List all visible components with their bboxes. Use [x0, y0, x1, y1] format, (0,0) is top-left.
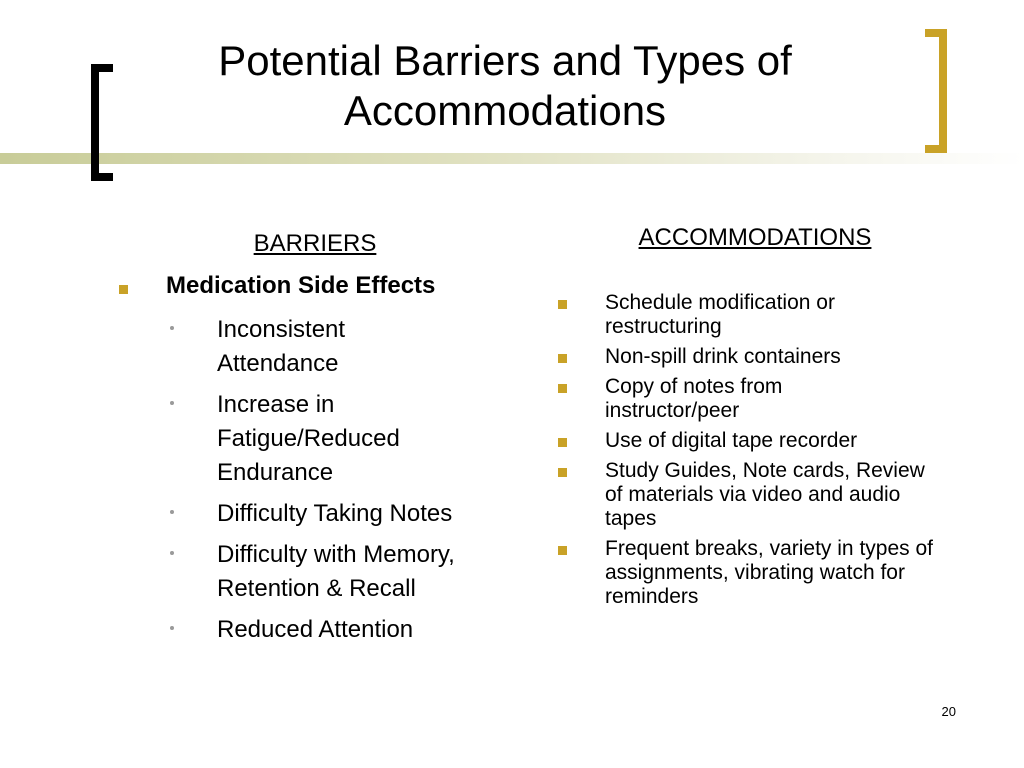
square-bullet-icon: [558, 546, 567, 555]
right-bracket-decoration: [925, 29, 947, 153]
dot-bullet-icon: [170, 326, 174, 330]
accommodation-item: Study Guides, Note cards, Review of materials via video and audio tapes: [553, 459, 945, 531]
barrier-sub-item: Increase in Fatigue/Reduced Endurance: [168, 388, 407, 490]
square-bullet-icon: [558, 468, 567, 477]
title-underline-bar: [0, 153, 1024, 164]
accommodation-item: Schedule modification or restructuring: [553, 291, 895, 339]
barrier-sub-item: Inconsistent Attendance: [168, 313, 387, 381]
accommodation-item: Copy of notes from instructor/peer: [553, 375, 835, 423]
square-bullet-icon: [558, 384, 567, 393]
accommodations-list: [553, 291, 953, 615]
square-bullet-icon: [119, 285, 128, 294]
barrier-sub-list: [168, 313, 513, 654]
dot-bullet-icon: [170, 401, 174, 405]
accommodation-item: Frequent breaks, variety in types of assignments, vibrating watch for reminders: [553, 537, 945, 609]
barrier-main-item: Medication Side Effects: [166, 272, 436, 299]
square-bullet-icon: [558, 300, 567, 309]
square-bullet-icon: [558, 354, 567, 363]
barrier-sub-item: Difficulty Taking Notes: [168, 497, 513, 531]
barrier-sub-item: Difficulty with Memory, Retention & Recall: [168, 538, 507, 606]
dot-bullet-icon: [170, 551, 174, 555]
barriers-heading: BARRIERS: [253, 230, 377, 257]
accommodations-heading: ACCOMMODATIONS: [638, 224, 872, 251]
barrier-sub-item: Reduced Attention: [168, 613, 513, 647]
page-number: 20: [941, 704, 956, 719]
accommodation-item: Non-spill drink containers: [553, 345, 953, 369]
square-bullet-icon: [558, 438, 567, 447]
accommodation-item: Use of digital tape recorder: [553, 429, 953, 453]
slide-title: Potential Barriers and Types of Accommodations: [218, 37, 792, 134]
left-bracket-decoration: [91, 64, 113, 181]
dot-bullet-icon: [170, 626, 174, 630]
dot-bullet-icon: [170, 510, 174, 514]
